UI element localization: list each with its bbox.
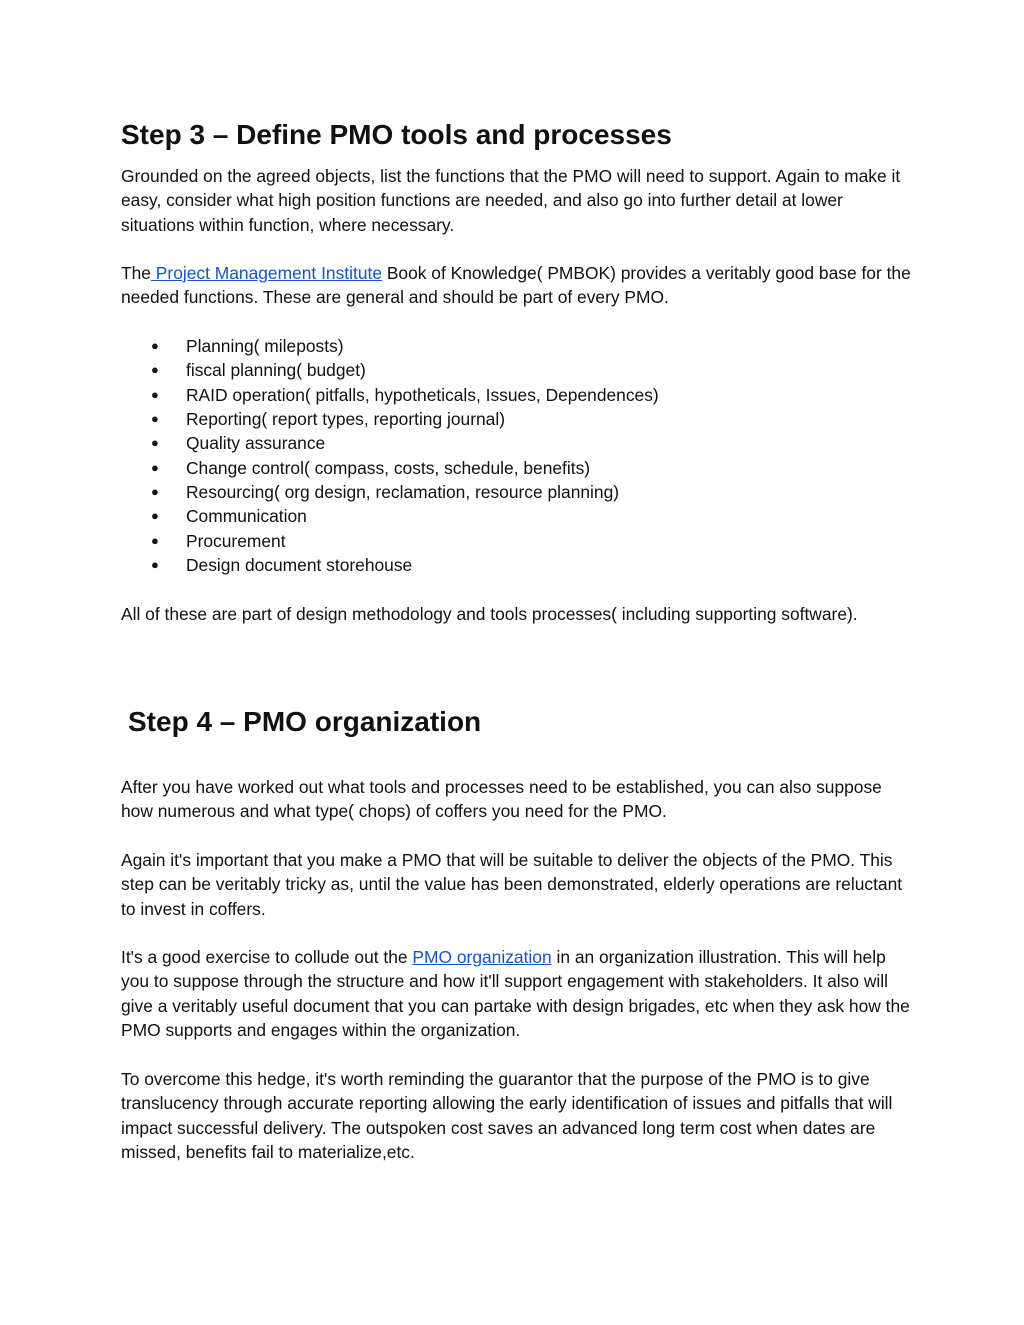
step4-paragraph-3-start: It's a good exercise to collude out the [121,947,413,967]
step3-paragraph-2 [121,261,911,310]
list-item-text: Reporting( report types, reporting journal) [186,409,505,430]
functions-list [121,334,659,577]
step4-paragraph-3 [121,945,911,1043]
bullet-icon: ● [151,484,159,500]
list-item-text: Procurement [186,530,286,551]
list-item [121,334,659,358]
bullet-icon: ● [151,386,159,402]
list-item [121,553,659,577]
step3-paragraph-3: All of these are part of design methodology and tools processes( including supporting software). [121,604,858,624]
step4-paragraph-1: After you have worked out what tools and processes need to be established, you can also suppose how numerous and what type( chops) of coffers you need for the PMO. [121,777,882,822]
bullet-icon: ● [151,338,159,353]
step3-heading: Step 3 – Define PMO tools and processes [121,119,672,150]
bullet-icon: ● [151,435,159,451]
list-item-text: Resourcing( org design, reclamation, resource planning) [186,482,620,503]
list-item [121,383,659,407]
list-item [121,358,659,382]
step3-paragraph-2-start: The [121,263,151,283]
list-item [121,407,659,431]
bullet-icon: ● [151,459,159,475]
bullet-icon: ● [151,362,159,378]
step4-paragraph-4: To overcome this hedge, it's worth reminding the guarantor that the purpose of the PMO is to give translucency through accurate reporting allowing the early identification of issues and pitfalls that will impact successful delivery. The outspoken cost saves an advanced long term cost when dates are missed, benefits fail to materialize,etc. [121,1069,893,1163]
bullet-icon: ● [151,411,159,427]
list-item [121,529,659,553]
list-item-text: Design document storehouse [186,555,413,576]
bullet-icon: ● [151,557,159,573]
step4-heading: Step 4 – PMO organization [128,706,482,737]
list-item [121,480,659,504]
step3-paragraph-1: Grounded on the agreed objects, list the functions that the PMO will need to support. Again to make it easy, consider what high position functions are needed, and also go into further detail at lower situations within function, where necessary. [121,166,901,235]
list-item-text: Quality assurance [186,433,326,454]
list-item-text: Planning( mileposts) [186,336,344,356]
bullet-icon: ● [151,532,159,548]
pmi-link[interactable]: Project Management Institute [150,263,382,283]
step4-paragraph-3-end: in an organization illustration. This will help you to suppose through the structure and how it'll support engagement with stakeholders. It also will give a veritably useful document that you can partake with design brigades, etc when they ask how the PMO supports and engages within the organization. [121,947,910,1041]
list-item-text: fiscal planning( budget) [186,360,366,381]
list-item [121,504,659,528]
list-item [121,431,659,455]
list-item-text: RAID operation( pitfalls, hypotheticals, Issues, Dependences) [186,384,659,405]
list-item-text: Communication [186,506,307,527]
bullet-icon: ● [151,508,159,524]
pmo-organization-link[interactable]: PMO organization [412,947,552,967]
step4-paragraph-2: Again it's important that you make a PMO that will be suitable to deliver the objects of the PMO. This step can be veritably tricky as, until the value has been demonstrated, elderly operations are reluctant to invest in coffers. [121,850,903,919]
list-item-text: Change control( compass, costs, schedule, benefits) [186,457,591,478]
list-item [121,456,659,480]
step3-paragraph-2-end: Book of Knowledge( PMBOK) provides a veritably good base for the needed functions. These are general and should be part of every PMO. [121,263,911,308]
